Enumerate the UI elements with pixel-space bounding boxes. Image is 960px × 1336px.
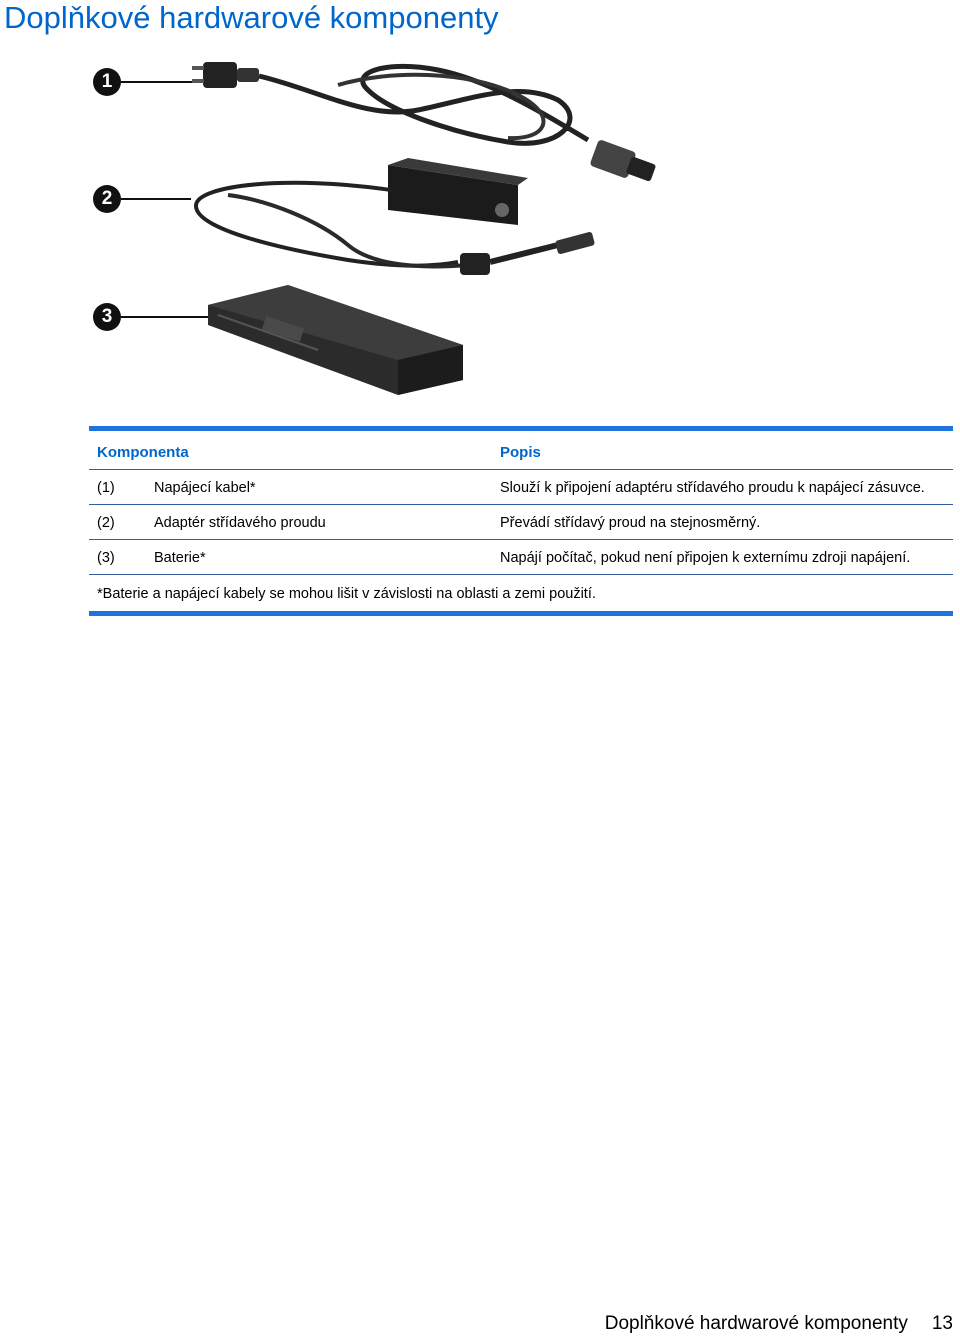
table-row [89, 470, 953, 505]
page-footer [605, 1313, 953, 1335]
row-name: Baterie* [154, 550, 206, 566]
table-header [89, 431, 953, 470]
row-description: Slouží k připojení adaptéru střídavého proudu k napájecí zásuvce. [500, 480, 925, 496]
header-component: Komponenta [97, 444, 189, 461]
battery-icon [208, 285, 463, 395]
row-name: Napájecí kabel* [154, 480, 256, 496]
callout-1: 1 [93, 68, 121, 96]
table-footnote [89, 574, 953, 611]
components-illustration [88, 50, 688, 410]
ac-adapter-icon [196, 158, 595, 275]
row-number: (1) [97, 480, 115, 496]
table-bottom-rule [89, 611, 953, 616]
header-description: Popis [500, 444, 541, 461]
row-number: (2) [97, 515, 115, 531]
callout-3: 3 [93, 303, 121, 331]
table-row [89, 505, 953, 540]
hardware-drawing [88, 50, 688, 410]
row-description: Převádí střídavý proud na stejnosměrný. [500, 515, 761, 531]
footnote-text: *Baterie a napájecí kabely se mohou lišit v závislosti na oblasti a zemi použití. [97, 586, 596, 602]
components-table [89, 426, 953, 616]
footer-section: Doplňkové hardwarové komponenty [604, 1313, 908, 1334]
page-number: 13 [931, 1313, 953, 1334]
row-number: (3) [97, 550, 115, 566]
table-row [89, 540, 953, 574]
row-description: Napájí počítač, pokud není připojen k externímu zdroji napájení. [500, 550, 911, 566]
callout-2: 2 [93, 185, 121, 213]
page-title: Doplňkové hardwarové komponenty [4, 0, 499, 35]
row-name: Adaptér střídavého proudu [154, 515, 326, 531]
